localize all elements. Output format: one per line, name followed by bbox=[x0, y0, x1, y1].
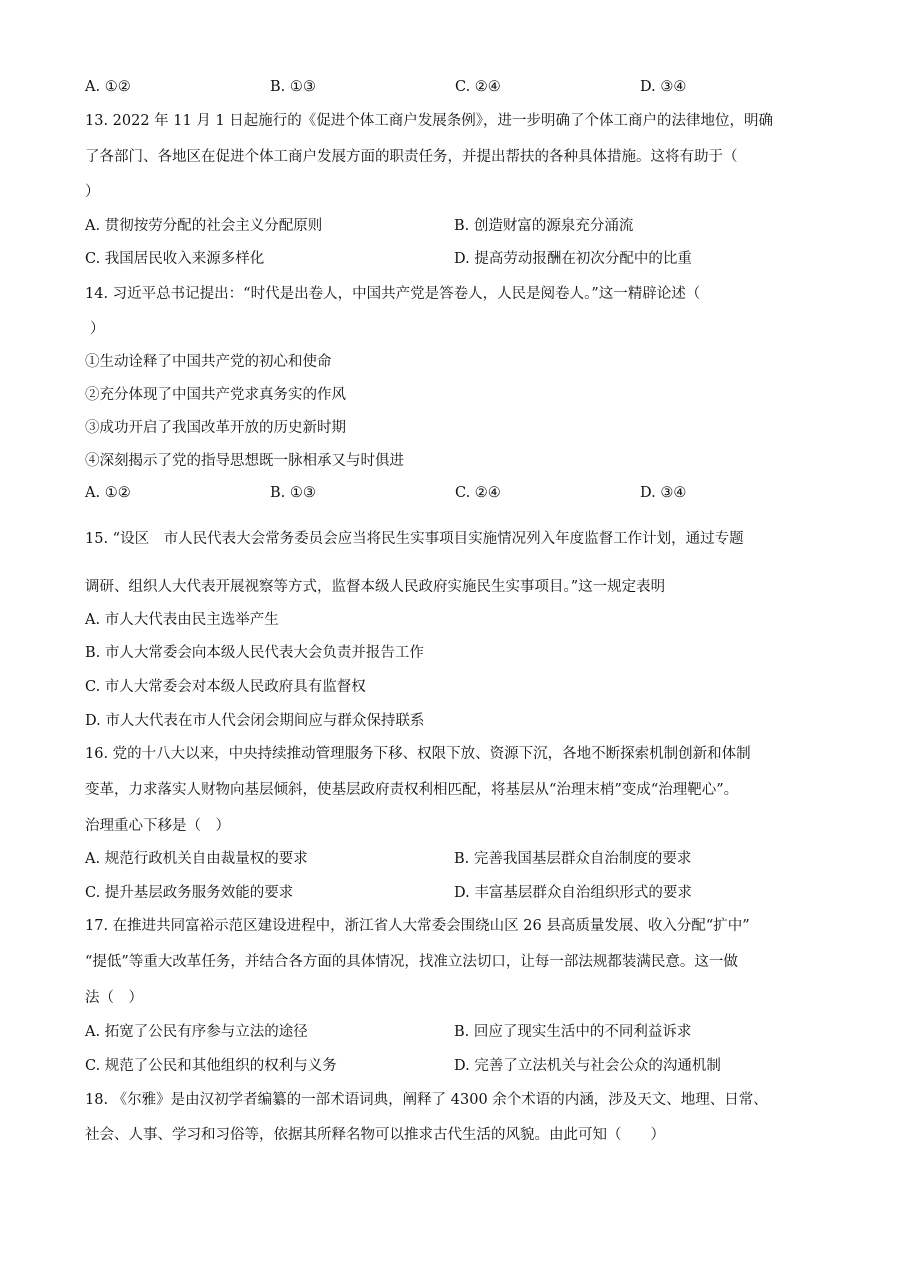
q17-option-d: D. 完善了立法机关与社会公众的沟通机制 bbox=[454, 1058, 721, 1074]
q16-stem-line2: 变革，力求落实人财物向基层倾斜，使基层政府责权利相匹配，将基层从“治理末梢”变成“治理靶心”。 bbox=[85, 782, 739, 798]
q14-option-b: B. ①③ bbox=[270, 485, 316, 501]
q12-option-b: B. ①③ bbox=[270, 79, 316, 95]
q18-stem-line2: 社会、人事、学习和习俗等，依据其所释名物可以推求古代生活的风貌。由此可知（ ） bbox=[85, 1127, 665, 1143]
q13-option-c: C. 我国居民收入来源多样化 bbox=[85, 251, 265, 267]
q12-option-d: D. ③④ bbox=[640, 79, 687, 95]
q16-option-d: D. 丰富基层群众自治组织形式的要求 bbox=[454, 885, 692, 901]
q17-option-b: B. 回应了现实生活中的不同利益诉求 bbox=[454, 1024, 692, 1040]
q14-option-a: A. ①② bbox=[85, 485, 131, 501]
q17-stem-line3: 法（ ） bbox=[85, 990, 143, 1006]
q17-stem-line1: 17. 在推进共同富裕示范区建设进程中，浙江省人大常委会围绕山区 26 县高质量发展、收入分配“扩中” bbox=[85, 918, 750, 934]
q14-option-d: D. ③④ bbox=[640, 485, 687, 501]
q15-option-a: A. 市人大代表由民主选举产生 bbox=[85, 612, 279, 628]
q18-stem-line1: 18. 《尔雅》是由汉初学者编纂的一部术语词典，阐释了 4300 余个术语的内涵，涉及天文、地理、日常、 bbox=[85, 1092, 768, 1108]
q14-item-4: ④深刻揭示了党的指导思想既一脉相承又与时俱进 bbox=[85, 453, 404, 469]
q14-stem-line2: ） bbox=[90, 321, 105, 337]
q17-option-a: A. 拓宽了公民有序参与立法的途径 bbox=[85, 1024, 308, 1040]
q16-stem-line3: 治理重心下移是（ ） bbox=[85, 818, 230, 834]
q13-stem-line2: 了各部门、各地区在促进个体工商户发展方面的职责任务，并提出帮扶的各种具体措施。这将有助于（ bbox=[85, 149, 738, 165]
q13-option-a: A. 贯彻按劳分配的社会主义分配原则 bbox=[85, 218, 323, 234]
q13-option-b: B. 创造财富的源泉充分涌流 bbox=[454, 218, 634, 234]
q15-option-b: B. 市人大常委会向本级人民代表大会负责并报告工作 bbox=[85, 645, 424, 661]
q14-item-3: ③成功开启了我国改革开放的历史新时期 bbox=[85, 420, 346, 436]
q16-option-c: C. 提升基层政务服务效能的要求 bbox=[85, 885, 294, 901]
q15-option-c: C. 市人大常委会对本级人民政府具有监督权 bbox=[85, 679, 366, 695]
q17-stem-line2: “提低”等重大改革任务，并结合各方面的具体情况，找准立法切口，让每一部法规都装满民意。这一做 bbox=[85, 954, 738, 970]
q14-item-1: ①生动诠释了中国共产党的初心和使命 bbox=[85, 354, 332, 370]
q12-option-c: C. ②④ bbox=[455, 79, 501, 95]
q13-stem-line1: 13. 2022 年 11 月 1 日起施行的《促进个体工商户发展条例》，进一步明确了个体工商户的法律地位，明确 bbox=[85, 113, 774, 129]
q14-option-c: C. ②④ bbox=[455, 485, 501, 501]
q14-stem-line1: 14. 习近平总书记提出：“时代是出卷人，中国共产党是答卷人，人民是阅卷人。”这一精辟论述（ bbox=[85, 286, 701, 302]
q16-option-a: A. 规范行政机关自由裁量权的要求 bbox=[85, 851, 308, 867]
q17-option-c: C. 规范了公民和其他组织的权利与义务 bbox=[85, 1058, 337, 1074]
q13-stem-line3: ） bbox=[85, 184, 100, 200]
q15-option-d: D. 市人大代表在市人代会闭会期间应与群众保持联系 bbox=[85, 713, 425, 729]
q15-stem-line1: 15. “设区 市人民代表大会常务委员会应当将民生实事项目实施情况列入年度监督工作计划，通过专题 bbox=[85, 531, 744, 547]
q16-stem-line1: 16. 党的十八大以来，中央持续推动管理服务下移、权限下放、资源下沉，各地不断探索机制创新和体制 bbox=[85, 746, 751, 762]
q14-item-2: ②充分体现了中国共产党求真务实的作风 bbox=[85, 387, 346, 403]
q15-stem-line2: 调研、组织人大代表开展视察等方式，监督本级人民政府实施民生实事项目。”这一规定表明 bbox=[85, 579, 666, 595]
q12-option-a: A. ①② bbox=[85, 79, 131, 95]
q16-option-b: B. 完善我国基层群众自治制度的要求 bbox=[454, 851, 692, 867]
q13-option-d: D. 提高劳动报酬在初次分配中的比重 bbox=[454, 251, 692, 267]
